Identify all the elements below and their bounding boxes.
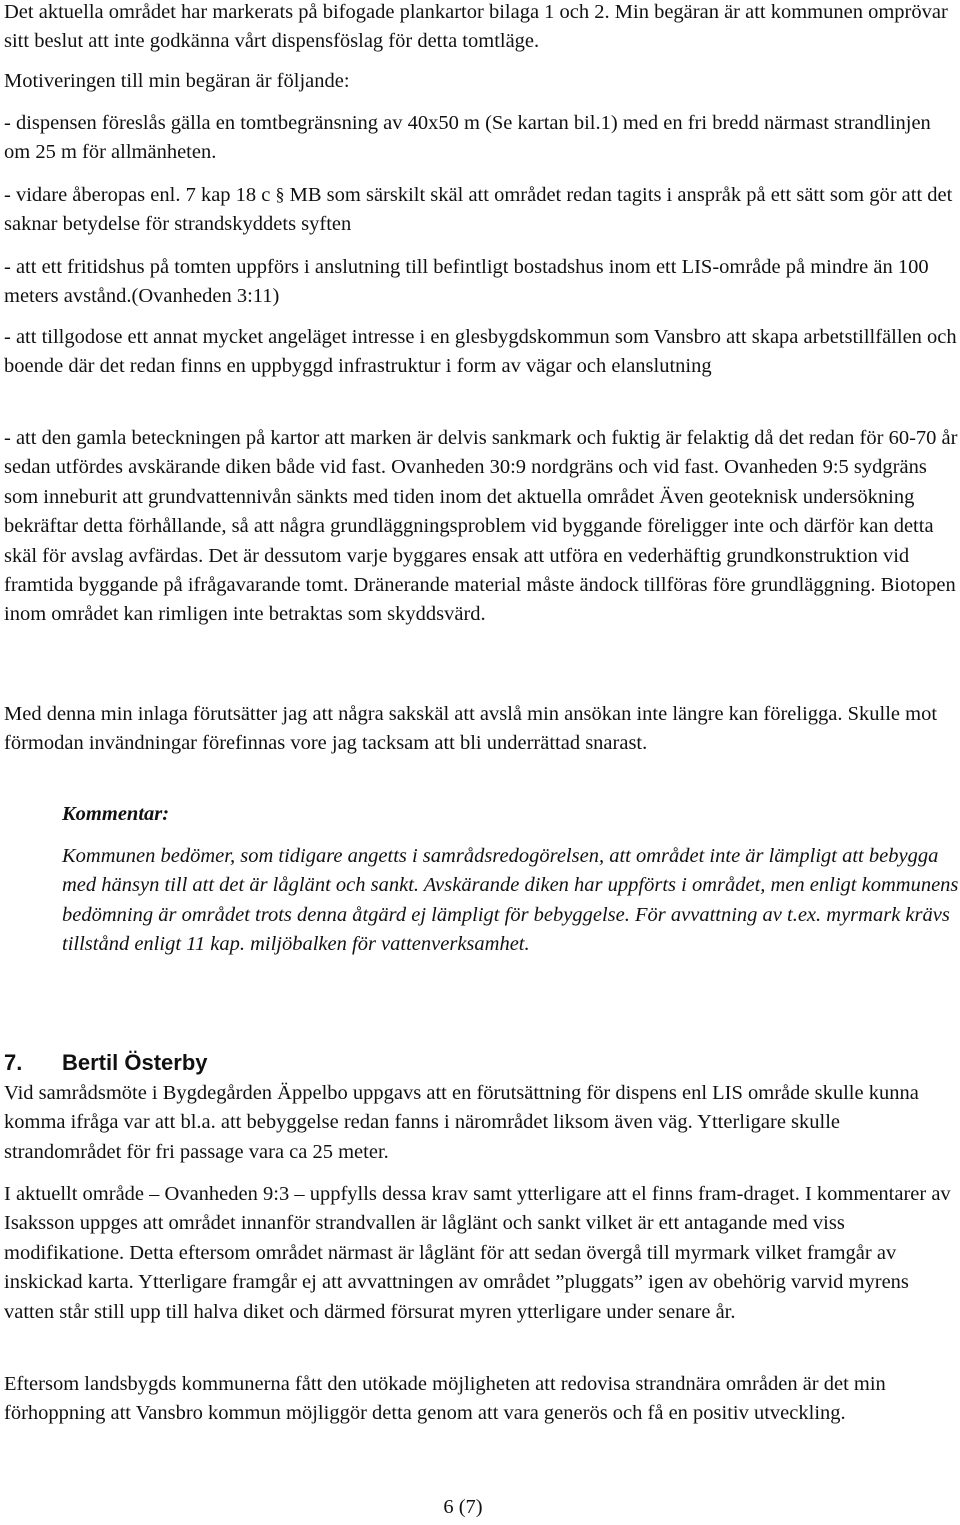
fritidshus-paragraph: - att ett fritidshus på tomten uppförs i anslutning till befintligt bostadshus inom ett LIS-område på mindre än 100 meters avstånd.(Ovanheden 3:11) xyxy=(4,256,929,308)
samrad-paragraph: Vid samrådsmöte i Bygdegården Äppelbo uppgavs att en förutsättning för dispens enl LIS område skulle kunna komma ifråga var att bl.a. att bebyggelse redan fanns i närområdet liksom även väg. Ytterligare skulle strandområdet för fri passage vara ca 25 meter. xyxy=(4,1082,919,1163)
tillgodose-paragraph: - att tillgodose ett annat mycket angeläget intresse i en glesbygdskommun som Vansbro att skapa arbetstillfällen och boende där det redan finns en uppbyggd infrastruktur i form av vägar och elanslutning xyxy=(4,326,957,378)
comment-paragraph: Kommunen bedömer, som tidigare angetts i samrådsredogörelsen, att området inte är lämpligt att bebygga med hänsyn till att det är låglänt och sankt. Avskärande diken har uppförts i området, men enligt kommunens bedömning är området trots denna åtgärd ej lämpligt för bebyggelse. För avvattning av t.ex. myrmark krävs tillstånd enligt 11 kap. miljöbalken för vattenverksamhet. xyxy=(62,845,959,956)
beteckning-paragraph: - att den gamla beteckningen på kartor att marken är delvis sankmark och fuktig är felaktig då det redan för 60-70 år sedan utfördes avskärande diken både vid fast. Ovanheden 30:9 nordgräns och vid fast. Ovanheden 9:5 sydgräns som inneburit att grundvattennivån sänkts med tiden inom det aktuella området Även geoteknisk undersökning bekräftar detta förhållande, så att några grundläggningsproblem vid byggande föreligger inte och därför kan detta skäl för avslag avfärdas. Det är dessutom varje byggares ensak att utföra en vederhäftig grundkonstruktion vid framtida byggande på ifrågavarande tomt. Dränerande material måste ändock tillföras före grundläggning. Biotopen inom området kan rimligen inte betraktas som skyddsvärd. xyxy=(4,427,958,626)
aktuellt-paragraph: I aktuellt område – Ovanheden 9:3 – uppfylls dessa krav samt ytterligare att el finns fram-draget. I kommentarer av Isaksson uppges att området innanför strandvallen är låglänt och sankt vilket är ett antagande med viss modifikatione. Detta eftersom området närmast är låglänt för att sedan övergå till myrmark vilket framgår av inskickad karta. Ytterligare framgår ej att avvattningen av området ”pluggats” igen av obehörig varvid myrens vatten står still upp till halva diket och därmed försurat myren ytterligare under senare år. xyxy=(4,1183,951,1323)
comment-heading: Kommentar: xyxy=(62,803,170,825)
section-heading xyxy=(4,1048,959,1078)
dispens-paragraph: - dispensen föreslås gälla en tomtbegränsning av 40x50 m (Se kartan bil.1) med en fri bredd närmast strandlinjen om 25 m för allmänheten. xyxy=(4,112,931,164)
vidare-text-start: - vidare åberopas enl. 7 kap 18 c xyxy=(4,184,276,206)
motivation-paragraph: Motiveringen till min begäran är följande: xyxy=(4,70,350,92)
section-title: Bertil Österby xyxy=(62,1050,208,1075)
section-number: 7. xyxy=(4,1050,23,1075)
section-sign: § xyxy=(275,184,285,204)
vidare-paragraph xyxy=(4,180,959,240)
eftersom-paragraph: Eftersom landsbygds kommunerna fått den utökade möjligheten att redovisa strandnära områden är det min förhoppning att Vansbro kommun möjliggör detta genom att vara generös och få en positiv utveckling. xyxy=(4,1373,886,1425)
page-number: 6 (7) xyxy=(443,1496,483,1518)
vidare-text-end: MB som särskilt skäl att området redan tagits i anspråk på ett sätt som gör att det saknar betydelse för strandskyddets syften xyxy=(4,184,953,236)
inlaga-paragraph: Med denna min inlaga förutsätter jag att några sakskäl att avslå min ansökan inte längre kan föreligga. Skulle mot förmodan invändningar förefinnas vore jag tacksam att bli underrättad snarast. xyxy=(4,703,938,755)
intro-paragraph: Det aktuella området har markerats på bifogade plankartor bilaga 1 och 2. Min begäran är att kommunen omprövar sitt beslut att inte godkänna vårt dispensföslag för detta tomtläge. xyxy=(4,1,948,53)
